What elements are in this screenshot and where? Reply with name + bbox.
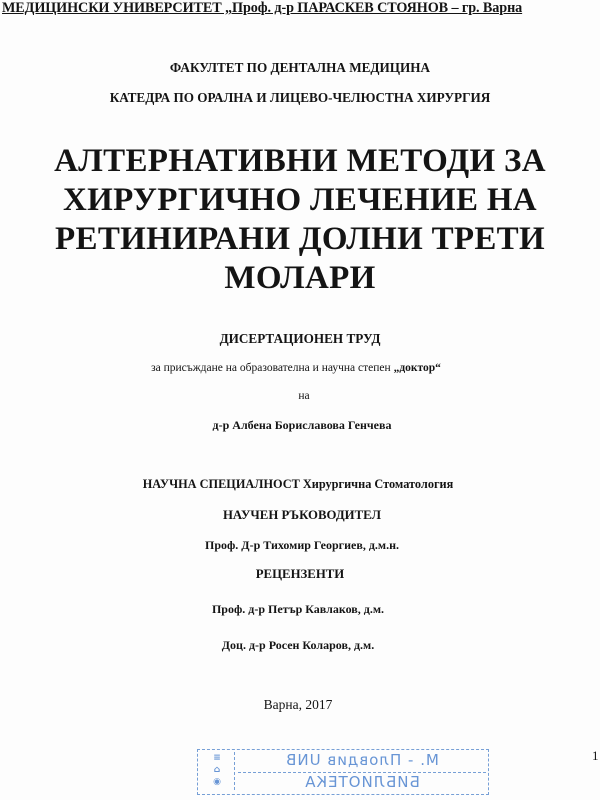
university-header: МЕДИЦИНСКИ УНИВЕРСИТЕТ „Проф. д-р ПАРАСКЕВ СТОЯНОВ – гр. Варна xyxy=(2,0,523,16)
stamp-emblem-icon: ≡ ⌂ ◉ xyxy=(200,752,235,790)
author-name: д-р Албена Бориславова Генчева xyxy=(212,418,392,432)
dissertation-title xyxy=(0,142,600,298)
library-stamp xyxy=(197,749,489,795)
department-name: КАТЕДРА ПО ОРАЛНА И ЛИЦЕВО-ЧЕЛЮСТНА ХИРУРГИЯ xyxy=(109,90,491,105)
title-line: АЛТЕРНАТИВНИ МЕТОДИ ЗА xyxy=(54,143,546,179)
title-line: РЕТИНИРАНИ ДОЛНИ ТРЕТИ xyxy=(55,221,545,257)
supervisor-label: НАУЧЕН РЪКОВОДИТЕЛ xyxy=(222,508,382,522)
scientific-specialty: НАУЧНА СПЕЦИАЛНОСТ Хирургична Стоматология xyxy=(142,477,454,491)
page-number: 1 xyxy=(592,748,599,763)
reviewers-label: РЕЦЕНЗЕНТИ xyxy=(255,567,345,581)
title-line: ХИРУРГИЧНО ЛЕЧЕНИЕ НА xyxy=(63,182,537,218)
faculty-name: ФАКУЛТЕТ ПО ДЕНТАЛНА МЕДИЦИНА xyxy=(169,60,431,75)
stamp-line: БИБЛИОТЕКА xyxy=(238,772,486,791)
title-line: МОЛАРИ xyxy=(224,260,376,296)
by-label: на xyxy=(298,390,310,402)
supervisor-name: Проф. Д-р Тихомир Георгиев, д.м.н. xyxy=(205,538,399,552)
degree-name: „доктор“ xyxy=(393,362,441,374)
city-year: Варна, 2017 xyxy=(263,697,333,712)
work-type: ДИСЕРТАЦИОНЕН ТРУД xyxy=(219,331,381,346)
reviewer-name: Проф. д-р Петър Кавлаков, д.м. xyxy=(211,602,385,616)
stamp-line: М. - Пловдив UNB xyxy=(285,751,439,769)
degree-purpose xyxy=(0,362,596,374)
purpose-text: за присъждане на образователна и научна степен xyxy=(151,362,394,374)
reviewer-name: Доц. д-р Росен Коларов, д.м. xyxy=(221,638,375,652)
